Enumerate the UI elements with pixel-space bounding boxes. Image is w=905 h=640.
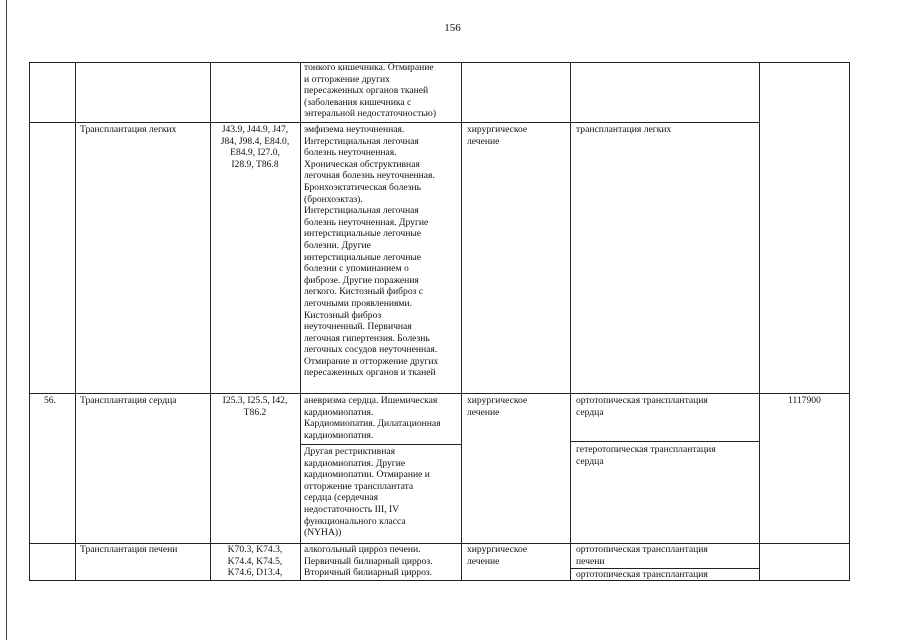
scan-edge-line [6, 0, 7, 640]
text-line: болезнь неуточненная. Другие [304, 216, 429, 228]
page-number: 156 [444, 22, 461, 34]
row-divider [29, 393, 850, 394]
text-line: интерстициальные легочные [304, 228, 422, 240]
column-divider [29, 62, 30, 581]
column-divider [461, 62, 462, 581]
text-line: Интерстициальная легочная [304, 205, 419, 217]
text-line: гетеротопическая трансплантация [576, 444, 716, 455]
text-line: K74.4, K74.5, [227, 555, 283, 567]
text-line: хирургическое [467, 544, 528, 555]
table-bottom-border [29, 580, 850, 581]
column-divider [849, 62, 850, 581]
column-divider [300, 62, 301, 581]
text-line: отторжение трансплантата [304, 480, 414, 492]
text-line: Интерстициальная легочная [304, 135, 419, 147]
text-line: и отторжение других [304, 73, 390, 85]
treatment-method [576, 395, 708, 418]
diagnosis-text [304, 446, 430, 539]
text-line: болезни с упоминанием о [304, 263, 409, 275]
text-line: Вторичный билиарный цирроз. [304, 567, 433, 579]
text-line: хирургическое [467, 124, 528, 135]
text-line: легочными проявлениями. [304, 297, 412, 309]
text-line: Отмирание и отторжение других [304, 355, 439, 367]
text-line: аневризма сердца. Ишемическая [304, 395, 438, 406]
text-line: кардиомиопатия. [304, 429, 374, 441]
text-line: легочная гипертензия. Болезнь [304, 332, 430, 344]
text-line: болезнь неуточненная. [304, 147, 397, 159]
column-divider [570, 62, 571, 581]
column-divider [210, 62, 211, 581]
text-line: (заболевания кишечника с [304, 96, 412, 108]
cell-divider [570, 441, 759, 442]
text-line: сердца (сердечная [304, 492, 379, 504]
treatment-type [467, 124, 527, 147]
text-line: пересаженных органов и тканей [304, 367, 436, 379]
text-line: печени [576, 555, 605, 567]
text-line: недостаточность III, IV [304, 503, 400, 515]
text-line: J84, J98.4, E84.0, [220, 135, 290, 147]
text-line: ортотопическая трансплантация [576, 395, 708, 406]
text-line: трансплантация легких [576, 124, 672, 135]
diagnosis-codes [212, 544, 298, 579]
column-divider [759, 62, 760, 581]
text-line: лечение [467, 135, 500, 147]
service-name: Трансплантация печени [80, 544, 178, 555]
text-line: T86.2 [243, 406, 267, 418]
text-line: энтеральной недостаточностью) [304, 108, 437, 120]
text-line: K70.3, K74.3, [227, 544, 283, 555]
text-line: J43.9, J44.9, J47, [221, 124, 289, 135]
cell-divider [300, 444, 461, 445]
text-line: Другая рестриктивная [304, 446, 396, 457]
treatment-method [576, 124, 671, 136]
row-number: 56. [44, 395, 56, 406]
text-line: Кистозный фиброз [304, 309, 382, 321]
text-line: неуточненный. Первичная [304, 321, 412, 333]
text-line: пересаженных органов тканей [304, 85, 429, 97]
text-line: функционального класса [304, 515, 406, 527]
text-line: легочных сосудов неуточненная. [304, 344, 438, 356]
diagnosis-text [304, 544, 433, 579]
text-line: Хроническая обструктивная [304, 158, 420, 170]
text-line: (бронхоэктаз). [304, 193, 363, 205]
text-line: кардиомиопатия. Другие [304, 457, 406, 469]
text-line: болезни. Другие [304, 239, 371, 251]
diagnosis-text [304, 395, 441, 441]
treatment-type [467, 544, 527, 567]
text-line: интерстициальные легочные [304, 251, 422, 263]
diagnosis-text [304, 62, 436, 120]
text-line: ортотопическая трансплантация [576, 544, 708, 555]
treatment-method [576, 444, 716, 467]
service-name: Трансплантация легких [80, 124, 177, 135]
cost-value: 1117900 [788, 395, 821, 406]
text-line: лечение [467, 555, 500, 567]
text-line: Бронхоэктатическая болезнь [304, 181, 422, 193]
treatment-method [576, 569, 708, 581]
treatment-type [467, 395, 527, 418]
row-divider [29, 122, 759, 123]
column-divider [75, 62, 76, 581]
treatment-method [576, 544, 708, 567]
text-line: ортотопическая трансплантация [576, 569, 708, 580]
text-line: сердца [576, 406, 604, 418]
text-line: Кардиомиопатия. Дилатационная [304, 418, 441, 430]
text-line: алкогольный цирроз печени. [304, 544, 421, 555]
text-line: K74.6, D13.4, [227, 567, 283, 579]
text-line: легкого. Кистозный фиброз с [304, 286, 424, 298]
text-line: тонкого кишечника. Отмирание [304, 62, 434, 73]
text-line: эмфизема неуточненная. [304, 124, 405, 135]
diagnosis-text [304, 124, 438, 379]
text-line: (NYHA)) [304, 527, 342, 539]
text-line: I28.9, T86.8 [231, 158, 279, 170]
table-top-border [29, 62, 850, 63]
diagnosis-codes [212, 124, 298, 170]
text-line: Первичный билиарный цирроз. [304, 555, 433, 567]
text-line: легочная болезнь неуточненная. [304, 170, 435, 182]
text-line: сердца [576, 455, 604, 467]
text-line: кардиомиопатия. [304, 406, 374, 418]
text-line: хирургическое [467, 395, 528, 406]
text-line: кардиомиопатии. Отмирание и [304, 469, 430, 481]
text-line: E84.9, I27.0, [230, 147, 280, 159]
service-name: Трансплантация сердца [80, 395, 177, 406]
text-line: фиброзе. Другие поражения [304, 274, 419, 286]
diagnosis-codes [212, 395, 298, 418]
text-line: I25.3, I25.5, I42, [222, 395, 288, 406]
text-line: лечение [467, 406, 500, 418]
